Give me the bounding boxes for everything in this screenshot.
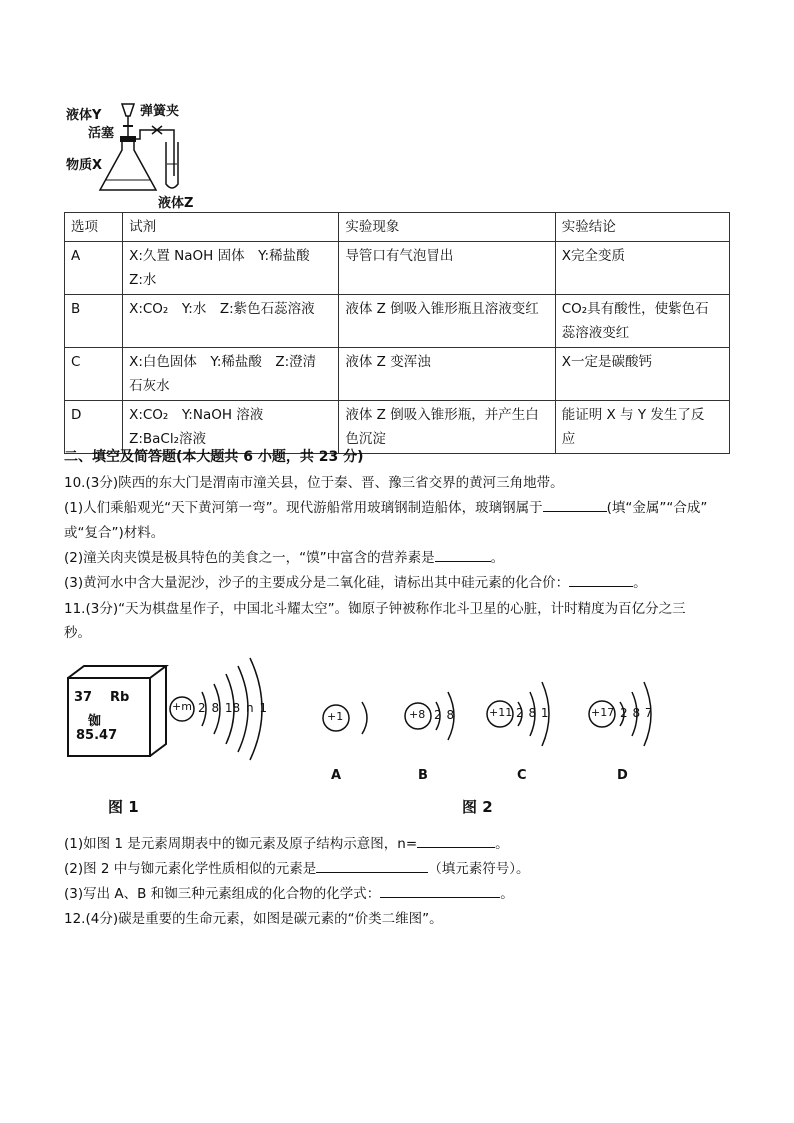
atom-a-nucleus: +1: [327, 710, 344, 723]
rubidium-element-card: [66, 664, 170, 760]
atom-d-shells-text: 2 8 7: [620, 706, 653, 720]
atom-c-diagram: [482, 674, 562, 758]
atomic-mass: 85.47: [76, 728, 118, 743]
atom-a-letter: A: [331, 768, 342, 783]
phenomenon-line: 色沉淀: [345, 431, 386, 447]
q10-part2: [64, 546, 504, 566]
stopcock-label: 活塞: [88, 126, 115, 141]
table-header-row: [65, 213, 730, 242]
reagent-line: X:久置 NaOH 固体 Y:稀盐酸: [129, 248, 310, 264]
reagent-line: X:白色固体 Y:稀盐酸 Z:澄清: [129, 354, 317, 370]
q11-p1-text: (1)如图 1 是元素周期表中的铷元素及原子结构示意图，n=: [64, 836, 418, 852]
reagent-line: 石灰水: [129, 378, 170, 394]
conclusion-cell: [555, 348, 729, 401]
reagent-line: Z:BaCl₂溶液: [129, 431, 206, 447]
rubidium-atom-diagram: [162, 654, 282, 764]
option-cell: C: [65, 348, 123, 401]
liquid-y-label: 液体Y: [66, 108, 102, 123]
phenomenon-cell: [339, 401, 555, 454]
q10-p1-answer-blank[interactable]: [543, 497, 607, 512]
q11-p1-end: 。: [495, 836, 509, 852]
reagent-cell: [123, 242, 339, 295]
section-title: 二、填空及简答题(本大题共 6 小题，共 23 分): [64, 449, 364, 465]
phenomenon-line: 液体 Z 倒吸入锥形瓶，并产生白: [345, 407, 539, 423]
atom-c-nucleus: +11: [489, 706, 513, 719]
liquid-z-label: 液体Z: [158, 196, 194, 211]
q11-stem: 11.(3分)“天为棋盘星作子，中国北斗耀太空”。铷原子钟被称作北斗卫星的心脏，计时精度为百亿分之三: [64, 601, 686, 617]
atom-d-letter: D: [617, 768, 628, 783]
q11-part2: [64, 857, 530, 877]
q10-p3-end: 。: [633, 575, 647, 591]
figure-2-caption: 图 2: [462, 798, 493, 816]
spring-clip-label: 弹簧夹: [140, 104, 180, 119]
conclusion-line: 应: [561, 431, 576, 447]
q11-p2-end: （填元素符号）。: [428, 861, 530, 877]
q11-stem-cont: 秒。: [64, 625, 91, 641]
q11-p2-answer-blank[interactable]: [316, 858, 428, 873]
atom-c-shells-text: 2 8 1: [516, 706, 549, 720]
q10-p3-answer-blank[interactable]: [569, 572, 633, 587]
conclusion-line: CO₂具有酸性，使紫色石: [561, 301, 709, 317]
q12-stem: 12.(4分)碳是重要的生命元素，如图是碳元素的“价类二维图”。: [64, 911, 443, 927]
table-row: [65, 348, 730, 401]
header-reagent: 试剂: [123, 213, 339, 242]
atom-d-diagram: [584, 674, 664, 758]
phenomenon-cell: [339, 348, 555, 401]
reagent-line: Z:水: [129, 272, 157, 288]
q10-p1-hint: (填“金属”“合成”: [606, 500, 708, 516]
reagent-line: X:CO₂ Y:水 Z:紫色石蕊溶液: [129, 301, 315, 317]
rb-nucleus: +m: [172, 700, 192, 713]
phenomenon-line: 液体 Z 变浑浊: [345, 354, 431, 370]
q10-part1-cont: 或“复合”)材料。: [64, 525, 165, 541]
phenomenon-cell: [339, 295, 555, 348]
header-conclusion: 实验结论: [555, 213, 729, 242]
q10-part3: [64, 571, 647, 591]
apparatus-figure: [66, 98, 226, 210]
substance-x-label: 物质X: [66, 158, 103, 173]
q10-p2-end: 。: [490, 550, 505, 566]
atomic-number: 37: [74, 690, 93, 705]
header-phenomenon: 实验现象: [339, 213, 555, 242]
atom-b-letter: B: [418, 768, 428, 783]
phenomenon-cell: [339, 242, 555, 295]
q10-p1-text: (1)人们乘船观光“天下黄河第一弯”。现代游船常用玻璃钢制造船体，玻璃钢属于: [64, 500, 543, 516]
element-name: 铷: [88, 714, 102, 729]
atom-c-letter: C: [517, 768, 527, 783]
conclusion-line: X完全变质: [561, 248, 625, 264]
q10-p3-text: (3)黄河水中含大量泥沙，沙子的主要成分是二氧化硅，请标出其中硅元素的化合价：: [64, 575, 570, 591]
table-row: [65, 242, 730, 295]
element-symbol: Rb: [110, 690, 130, 705]
element-box-drawing: [66, 664, 170, 760]
atom-a-diagram: [318, 690, 378, 750]
q10-part1: [64, 496, 707, 516]
header-option: 选项: [65, 213, 123, 242]
option-cell: B: [65, 295, 123, 348]
option-cell: D: [65, 401, 123, 454]
atom-b-diagram: [400, 680, 470, 756]
q11-part1: [64, 832, 509, 852]
q11-p3-answer-blank[interactable]: [380, 883, 500, 898]
q10-p2-text: (2)潼关肉夹馍是极具特色的美食之一，“馍”中富含的营养素是: [64, 550, 435, 566]
reagent-cell: [123, 295, 339, 348]
reagent-line: X:CO₂ Y:NaOH 溶液: [129, 407, 264, 423]
conclusion-cell: [555, 295, 729, 348]
conclusion-line: 能证明 X 与 Y 发生了反: [561, 407, 705, 423]
conclusion-line: 蕊溶液变红: [561, 325, 630, 341]
q11-p3-text: (3)写出 A、B 和铷三种元素组成的化合物的化学式：: [64, 886, 381, 902]
q11-p1-answer-blank[interactable]: [417, 833, 495, 848]
q10-p2-answer-blank[interactable]: [435, 547, 491, 562]
figure-1-caption: 图 1: [108, 798, 139, 816]
q11-part3: [64, 882, 514, 902]
atom-d-nucleus: +17: [591, 706, 615, 719]
phenomenon-line: 液体 Z 倒吸入锥形瓶且溶液变红: [345, 301, 539, 317]
rb-shell-electrons: 2 8 18 n 1: [198, 701, 268, 715]
phenomenon-line: 导管口有气泡冒出: [345, 248, 454, 264]
atom-b-nucleus: +8: [409, 708, 426, 721]
experiment-table: [64, 212, 730, 454]
conclusion-cell: [555, 242, 729, 295]
q10-stem: 10.(3分)陕西的东大门是渭南市潼关县，位于秦、晋、豫三省交界的黄河三角地带。: [64, 475, 564, 491]
reagent-cell: [123, 348, 339, 401]
atom-b-shells-text: 2 8: [434, 708, 455, 722]
conclusion-cell: [555, 401, 729, 454]
option-cell: A: [65, 242, 123, 295]
q11-p2-text: (2)图 2 中与铷元素化学性质相似的元素是: [64, 861, 317, 877]
conclusion-line: X一定是碳酸钙: [561, 354, 652, 370]
table-row: [65, 295, 730, 348]
q11-p3-end: 。: [500, 886, 514, 902]
